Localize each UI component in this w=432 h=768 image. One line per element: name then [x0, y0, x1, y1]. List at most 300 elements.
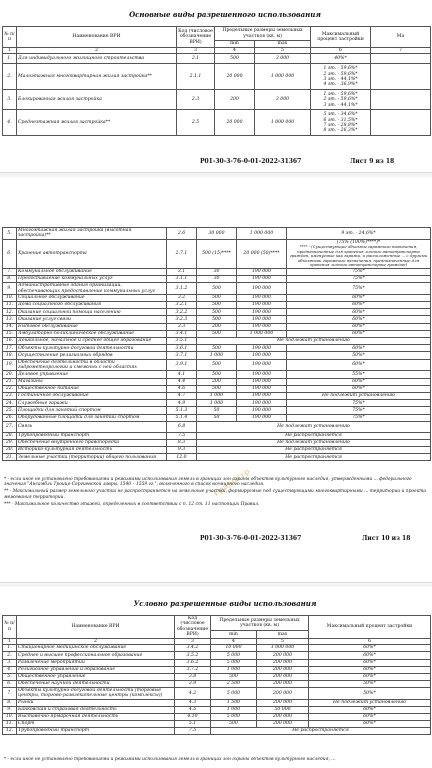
use-code: 3.5.2 — [175, 652, 211, 660]
max-area: 190 000 — [237, 385, 287, 392]
table-row — [3, 283, 431, 295]
min-area: 500 — [197, 309, 237, 316]
min-area: 200 — [215, 90, 255, 110]
use-code: 3.1 — [167, 268, 197, 275]
row-number: 29. — [3, 439, 17, 446]
max-area: 200 000 — [257, 667, 309, 674]
use-name: Многоэтажная жилая застройка (высотная застройка)** — [17, 228, 167, 240]
use-code: 3.4.1 — [167, 330, 197, 337]
table-row — [3, 454, 431, 461]
max-area: 1 000 000 — [255, 64, 311, 90]
max-area: 1 000 000 — [255, 110, 311, 136]
table-row — [3, 713, 431, 720]
max-area: 200 000 — [257, 681, 309, 688]
max-coverage: 75%* — [287, 275, 431, 282]
min-area: 10 000 — [211, 645, 257, 652]
table-body — [3, 54, 431, 136]
use-name: Обеспечение внутреннего правопорядка — [17, 439, 167, 446]
row-number: 6. — [3, 681, 17, 688]
table-row — [3, 667, 431, 674]
min-area: 1 000 — [211, 706, 257, 713]
row-number: 5. — [3, 674, 17, 681]
use-name: Трубопроводный транспорт — [17, 727, 175, 734]
min-area: 1 000 — [197, 400, 237, 407]
min-area: 500 — [197, 283, 237, 295]
footnotes — [4, 477, 428, 509]
use-code: 4.1 — [167, 371, 197, 378]
use-name: Магазины — [17, 378, 167, 385]
min-area: 1 000 — [197, 352, 237, 359]
use-code: 3.2 — [167, 294, 197, 301]
max-coverage: 60%* — [287, 359, 431, 371]
use-code: 2.1 — [177, 54, 215, 64]
use-name: Бытовое обслуживание — [17, 323, 167, 330]
min-area: 1 000 — [211, 667, 257, 674]
table-row — [3, 400, 431, 407]
max-area: 190 000 — [237, 414, 287, 421]
table-row — [3, 110, 431, 136]
min-area: 500 — [197, 330, 237, 337]
row-number: 28. — [3, 432, 17, 439]
max-area: 190 000 — [237, 407, 287, 414]
use-name: Обеспечение научной деятельности — [17, 681, 175, 688]
main-uses-table: № п/п Наименование ВРИ Код (числовое обозначение ВРИ) Предельные размеры земельных участков (кв. м) Максимальный процент застройки Ма min max 1 2 3 4 5 6 7 1. Для индивидуального жилищного строительства 2.1 500 3 000 40%* 2. Малоэтажная многоквартирная жилая застройка** 2.1.1 20 000 1 000 000 1 эт. - 59,6%* 2 эт. - 59,6%* 3 эт. - 44,1%* 4 эт. - 36,9%* 3. Блокированная жилая застройка 2.3 200 3 000 1 эт. - 59,6%* 2 эт. - 59,6%* 3 эт. - 44,1%* 4. Среднеэтажная жилая застройка** 2.5 20 000 1 000 000 5 эт. - 34,6%* 6 эт. - 31,5%* 7 эт. - 28,8%* 8 эт. - 26,3%* — [2, 26, 431, 136]
min-area: 500 — [197, 302, 237, 309]
sheet-number: Лист 9 из 18 — [350, 158, 395, 165]
min-area: 500 — [197, 294, 237, 301]
use-code: 3.5.1 — [167, 338, 197, 345]
max-area: 200 000 — [257, 688, 309, 700]
row-number: 4. — [3, 667, 17, 674]
max-coverage: 60%* — [309, 667, 431, 674]
use-name: Деловое управление — [17, 371, 167, 378]
max-area: 20 000 (50)**** — [237, 239, 287, 268]
max-coverage: 60%* — [309, 720, 431, 727]
use-note: Не подлежат установлению — [197, 439, 431, 446]
max-area: 190 000 — [237, 309, 287, 316]
table-row — [3, 330, 431, 337]
use-name: Развлечение мероприятий — [17, 660, 175, 667]
col-name: Наименование ВРИ — [17, 616, 175, 639]
min-area: 500 — [197, 345, 237, 352]
min-area: 50 — [197, 414, 237, 421]
min-area: 500 — [197, 385, 237, 392]
col-min: min — [211, 631, 257, 639]
row-number: 15. — [3, 330, 17, 337]
min-area: 1 500 — [211, 699, 257, 706]
use-code: 4.2 — [175, 688, 211, 700]
use-code: 3.9 — [175, 681, 211, 688]
watermark-logo: Градостр — [210, 465, 252, 499]
table-row — [3, 392, 431, 399]
row-number: 2. — [3, 64, 17, 90]
table-row — [3, 699, 431, 706]
max-coverage: Не подлежит установлению — [287, 392, 431, 399]
max-area: 200 000 — [257, 713, 309, 720]
col-size: Предельные размеры земельных участков (кв. м) — [215, 27, 311, 41]
table-row — [3, 645, 431, 652]
max-coverage: 50%* — [309, 688, 431, 700]
row-number: 8. — [3, 699, 17, 706]
use-code: 7.5 — [167, 432, 197, 439]
use-code: 3.2.1 — [167, 302, 197, 309]
max-coverage: 60%* — [309, 645, 431, 652]
use-code: 8.3 — [167, 439, 197, 446]
row-number: 18. — [3, 352, 17, 359]
col-num: № п/п — [3, 616, 17, 639]
row-number: 11. — [3, 302, 17, 309]
max-coverage: 60%* — [287, 323, 431, 330]
row-number: 24. — [3, 400, 17, 407]
use-name: Амбулаторно-поликлиническое обслуживание — [17, 330, 167, 337]
table-row — [3, 439, 431, 446]
max-coverage: 9 эт. - 24,6%* — [287, 228, 431, 240]
table-row — [3, 681, 431, 688]
max-area: 190 000 — [237, 359, 287, 371]
use-code: 2.1.1 — [177, 64, 215, 90]
doc-stamp: Р01-30-3-76-0-01-2022-31367 — [200, 158, 302, 165]
row-number: 21. — [3, 378, 17, 385]
use-code: 3.3 — [167, 323, 197, 330]
max-area: 190 000 — [237, 345, 287, 352]
max-coverage: 1 эт. - 59,6%* 2 эт. - 59,6%* 3 эт. - 44,1%* — [311, 90, 371, 110]
use-note: Не распространяется — [197, 432, 431, 439]
extra-cell — [371, 64, 431, 90]
use-note: Не подлежат установлению — [197, 338, 431, 345]
footnote-line: *** - Максимальное количество этажей, определенных в соответствии с п. 12 ст. 11 настоящих Правил. — [4, 501, 260, 507]
table-row — [3, 338, 431, 345]
row-number: 26. — [3, 414, 17, 421]
col-extra: Ма — [371, 27, 431, 48]
use-name: Среднеэтажная жилая застройка** — [17, 110, 177, 136]
max-coverage: 60%* — [287, 378, 431, 385]
use-code: 3.4.2 — [175, 645, 211, 652]
use-name: Оказание социальной помощи населению — [17, 309, 167, 316]
use-name: Объекты культурно-досуговой деятельности — [17, 345, 167, 352]
max-area: 200 000 — [257, 699, 309, 706]
sheet-number: Лист 10 из 18 — [362, 535, 411, 542]
use-name: Блокированная жилая застройка — [17, 90, 177, 110]
row-number: 1. — [3, 645, 17, 652]
max-area: 190 000 — [237, 302, 287, 309]
max-area: 190 000 — [237, 275, 287, 282]
min-area: 500 — [215, 54, 255, 64]
use-code: 2.5 — [177, 110, 215, 136]
extra-cell — [371, 110, 431, 136]
row-number: 31. — [3, 454, 17, 461]
max-coverage: (75% (100%)****)* **** - (Существующие объекты гаражного назначения, предназначенные для хранения личного автотранспорта граждан, именуемые как гаражи, и расположенные ... с другими объектами гаражного назначения, предназначенные для хранения личного автотранспорта граждан) — [287, 239, 431, 268]
row-number: 19. — [3, 359, 17, 371]
min-area: 500 — [211, 674, 257, 681]
use-code: 4.7 — [167, 392, 197, 399]
use-code: 3.2.3 — [167, 316, 197, 323]
use-name: Для индивидуального жилищного строительства — [17, 54, 177, 64]
row-number: 14. — [3, 323, 17, 330]
use-name: Хранение автотранспорта — [17, 239, 167, 268]
min-area: 500 — [197, 359, 237, 371]
use-name: Земельные участки (территории) общего пользования — [17, 454, 167, 461]
table-row — [3, 421, 431, 432]
use-code: 5.1.3 — [167, 407, 197, 414]
table-row — [3, 309, 431, 316]
col-name: Наименование ВРИ — [17, 27, 177, 48]
max-coverage: 60%* — [287, 330, 431, 337]
max-coverage: 60%* — [309, 674, 431, 681]
max-coverage: 60%* — [309, 706, 431, 713]
table-row — [3, 674, 431, 681]
use-code: 4.10 — [175, 713, 211, 720]
max-area: 3 000 — [255, 90, 311, 110]
max-coverage: 5 эт. - 34,6%* 6 эт. - 31,5%* 7 эт. - 28,8%* 8 эт. - 26,3%* — [311, 110, 371, 136]
footnote: * - если иное не установлено требованиями и режимами использования земель в границах зон охраны объектов культурного наследия, ... — [4, 757, 336, 762]
use-code: 2.7.1 — [167, 239, 197, 268]
min-area: 20 000 — [215, 110, 255, 136]
max-area: 1 000 000 — [257, 645, 309, 652]
row-number: 23. — [3, 392, 17, 399]
footnote-line: ** - Максимальный размер земельного участка не распространяется на земельные участки, формируемые под существующими многоквартирными ... территории и проекта межевания территории. — [4, 489, 427, 500]
page-title: Основные виды разрешенного использования — [129, 10, 321, 19]
table-row — [3, 432, 431, 439]
col-min: min — [215, 41, 255, 48]
table-row — [3, 239, 431, 268]
use-code: 4.5 — [175, 706, 211, 713]
col-pct: Максимальный процент застройки — [309, 616, 431, 639]
use-code: 4.6 — [167, 385, 197, 392]
use-name: Банковская и страховая деятельность — [17, 706, 175, 713]
max-coverage: 60%* — [287, 385, 431, 392]
row-number: 2. — [3, 652, 17, 660]
use-name: Предоставление коммунальных услуг — [17, 275, 167, 282]
row-number: 27. — [3, 421, 17, 432]
row-number: 30. — [3, 447, 17, 454]
min-area: 500 — [211, 720, 257, 727]
row-number: 22. — [3, 385, 17, 392]
page-title: Условно разрешенные виды использования — [133, 599, 317, 608]
footnote-line: * - если иное не установлено требованиями и режимами использования земель в границах зон охраны объектов культурного наследия, утвержденными ... федерального значения "Ансамбль Троице-Сергиевской лавры, 1540 – 1559 гг.", включенного в список всемирного наследия. — [4, 477, 412, 488]
use-name: Спорт — [17, 720, 175, 727]
row-number: 13. — [3, 316, 17, 323]
min-area: 50 — [197, 407, 237, 414]
doc-stamp: Р01-30-3-76-0-01-2022-31367 — [200, 535, 302, 542]
page-2 — [0, 177, 432, 582]
use-note: Не распространяется — [197, 454, 431, 461]
page-1 — [0, 0, 432, 172]
max-coverage: 60%* — [287, 309, 431, 316]
row-number: 12. — [3, 309, 17, 316]
table-row — [3, 294, 431, 301]
row-number: 10. — [3, 294, 17, 301]
use-name: Гостиничное обслуживание — [17, 392, 167, 399]
min-area: 1 000 — [197, 392, 237, 399]
min-area: 5 000 — [211, 652, 257, 660]
max-coverage: 75%* — [287, 407, 431, 414]
use-name: Рынки — [17, 699, 175, 706]
table-row — [3, 378, 431, 385]
max-coverage: 1 эт. - 59,6%* 2 эт. - 59,6%* 3 эт. - 44,1%* 4 эт. - 36,9%* — [311, 64, 371, 90]
use-name: Стационарное медицинское обслуживание — [17, 645, 175, 652]
row-number: 9. — [3, 283, 17, 295]
table-row — [3, 345, 431, 352]
min-area: 5 000 — [211, 688, 257, 700]
table-row — [3, 54, 431, 64]
max-coverage: 50%* — [287, 352, 431, 359]
use-name: Среднее и высшее профессиональное образование — [17, 652, 175, 660]
max-coverage: 50%* — [309, 681, 431, 688]
max-area: 1 000 000 — [237, 330, 287, 337]
min-area: 500 — [197, 316, 237, 323]
table-row — [3, 302, 431, 309]
min-area: 30 — [197, 275, 237, 282]
table-row — [3, 64, 431, 90]
use-code: 3.2.2 — [167, 309, 197, 316]
use-name: Оказание услуг связи — [17, 316, 167, 323]
use-name: Коммунальное обслуживание — [17, 268, 167, 275]
row-number: 16. — [3, 338, 17, 345]
table-body — [3, 228, 431, 461]
use-name: Объекты культурно-досуговой деятельности (торговые центры, торгово-развлекательные центры (комплексы)) — [17, 688, 175, 700]
max-area: 200 000 — [257, 674, 309, 681]
extra-cell — [371, 90, 431, 110]
table-row — [3, 352, 431, 359]
max-area: 190 000 — [237, 378, 287, 385]
table-row — [3, 706, 431, 713]
max-coverage: 75%* — [287, 283, 431, 295]
table-row — [3, 268, 431, 275]
row-number: 11. — [3, 720, 17, 727]
use-name: Оборудованные площадки для занятий спортом — [17, 414, 167, 421]
max-coverage: 60%* — [287, 302, 431, 309]
use-code: 3.1.2 — [167, 283, 197, 295]
use-code: 3.8 — [175, 674, 211, 681]
min-area: 5 000 — [211, 713, 257, 720]
use-name: Выставочно-ярмарочная деятельность — [17, 713, 175, 720]
use-code: 7.5 — [175, 727, 211, 734]
use-name: Малоэтажная многоквартирная жилая застройка** — [17, 64, 177, 90]
max-area: 200 000 — [257, 720, 309, 727]
use-name: Служебные гаражи — [17, 400, 167, 407]
col-max: max — [255, 41, 311, 48]
use-code: 3.7.2 — [175, 667, 211, 674]
min-area: 200 — [197, 378, 237, 385]
row-number: 8. — [3, 275, 17, 282]
min-area: 30 — [197, 268, 237, 275]
max-coverage: 60%* — [287, 316, 431, 323]
use-code: 3.1.1 — [167, 275, 197, 282]
use-code: 3.7.1 — [167, 352, 197, 359]
table-row — [3, 407, 431, 414]
row-number: 25. — [3, 407, 17, 414]
page-3 — [0, 587, 432, 768]
use-code: 5.1 — [175, 720, 211, 727]
use-name: Дома социального обслуживания — [17, 302, 167, 309]
table-row — [3, 90, 431, 110]
table-row — [3, 447, 431, 454]
min-area: 30 000 — [197, 228, 237, 240]
max-area: 200 000 — [257, 652, 309, 660]
conditional-uses-table: № п/п Наименование ВРИ Код (числовое обозначение ВРИ) Предельные размеры земельных участков (кв. м) Максимальный процент застройки min max 1 2 3 4 5 6 1. Стационарное медицинское обслуживание 3.4.2 10 000 1 000 000 60%* 2. Среднее и высшее профессиональное образование 3.5.2 5 000 200 000 60%* 3. Развлечение мероприятий 3.6.2 5 000 200 000 60%* 4. Религиозное управление и образование 3.7.2 1 000 200 000 60%* 5. Общественное управление 3.8 500 200 000 60%* 6. Обеспечение научной деятельности 3.9 2 500 200 000 50%* 7. Объекты культурно-досуговой деятельности (торговые центры, торгово-развлекательные центры (комплексы)) 4.2 5 000 200 000 50%* 8. Рынки 4.3 1 500 200 000 Не подлежит установлению 9. Банковская и страховая деятельность 4.5 1 000 50 000 60%* 10. Выставочно-ярмарочная деятельность 4.10 5 000 200 000 60%* 11. Спорт 5.1 500 200 000 60%* 12. Трубопроводный транспорт 7.5 Не распространяется — [2, 615, 431, 735]
row-number: 3. — [3, 90, 17, 110]
use-name: Административные здания организаций, обеспечивающих предоставление коммунальных услуг — [17, 283, 167, 295]
col-pct: Максимальный процент застройки — [311, 27, 371, 48]
max-coverage: 75%* — [287, 400, 431, 407]
max-area: 190 000 — [237, 316, 287, 323]
row-number: 6. — [3, 239, 17, 268]
use-name: Осуществление религиозных обрядов — [17, 352, 167, 359]
table-row — [3, 652, 431, 660]
col-code: Код (числовое обозначение ВРИ) — [175, 616, 211, 639]
max-coverage: 75%* — [287, 268, 431, 275]
row-number: 1. — [3, 54, 17, 64]
use-name: Связь — [17, 421, 167, 432]
max-area: 190 000 — [237, 268, 287, 275]
max-area: 190 000 — [237, 371, 287, 378]
max-area: 190 000 — [237, 294, 287, 301]
table-row — [3, 228, 431, 240]
use-code: 2.6 — [167, 228, 197, 240]
use-code: 4.9 — [167, 400, 197, 407]
row-number: 7. — [3, 268, 17, 275]
use-name: Обеспечение деятельности в области гидрометеорологии и смежных с ней областях — [17, 359, 167, 371]
use-note: Не распространяется — [197, 447, 431, 454]
max-coverage: 75%* — [287, 414, 431, 421]
max-area: 190 000 — [237, 283, 287, 295]
min-area: 500 — [197, 371, 237, 378]
table-row — [3, 323, 431, 330]
table-row — [3, 688, 431, 700]
use-name: Дошкольное, начальное и среднее общее образование — [17, 338, 167, 345]
row-number: 5. — [3, 228, 17, 240]
use-name: Социальное обслуживание — [17, 294, 167, 301]
row-number: 7. — [3, 688, 17, 700]
use-code: 3.6.1 — [167, 345, 197, 352]
col-code: Код (числовое обозначение ВРИ) — [177, 27, 215, 48]
max-coverage: 60%* — [309, 713, 431, 720]
max-area: 50 000 — [257, 706, 309, 713]
col-num: № п/п — [3, 27, 17, 48]
use-name: Общественное управление — [17, 674, 175, 681]
use-code: 9.3 — [167, 447, 197, 454]
table-body — [3, 645, 431, 735]
use-code: 5.1.4 — [167, 414, 197, 421]
table-row — [3, 371, 431, 378]
max-coverage: Не подлежит установлению — [309, 699, 431, 706]
max-area: 190 000 — [237, 400, 287, 407]
extra-cell — [371, 54, 431, 64]
use-code: 4.4 — [167, 378, 197, 385]
table-row — [3, 414, 431, 421]
row-number: 9. — [3, 706, 17, 713]
use-name: Религиозное управление и образование — [17, 667, 175, 674]
max-coverage: 55%* — [287, 371, 431, 378]
max-area: 190 000 — [237, 392, 287, 399]
use-code: 2.3 — [177, 90, 215, 110]
table-row — [3, 727, 431, 734]
max-coverage: 60%* — [309, 660, 431, 667]
max-area: 190 000 — [237, 323, 287, 330]
min-area: 20 000 — [215, 64, 255, 90]
min-area: 2 500 — [211, 681, 257, 688]
use-note: Не распространяется — [211, 727, 431, 734]
use-name: Историко-культурная деятельность — [17, 447, 167, 454]
use-code: 6.8 — [167, 421, 197, 432]
row-number: 20. — [3, 371, 17, 378]
max-coverage: 60%* — [287, 294, 431, 301]
max-coverage: 60%* — [309, 652, 431, 660]
table-row — [3, 316, 431, 323]
min-area: 500 (15)**** — [197, 239, 237, 268]
table-row — [3, 359, 431, 371]
max-coverage: 40%* — [311, 54, 371, 64]
